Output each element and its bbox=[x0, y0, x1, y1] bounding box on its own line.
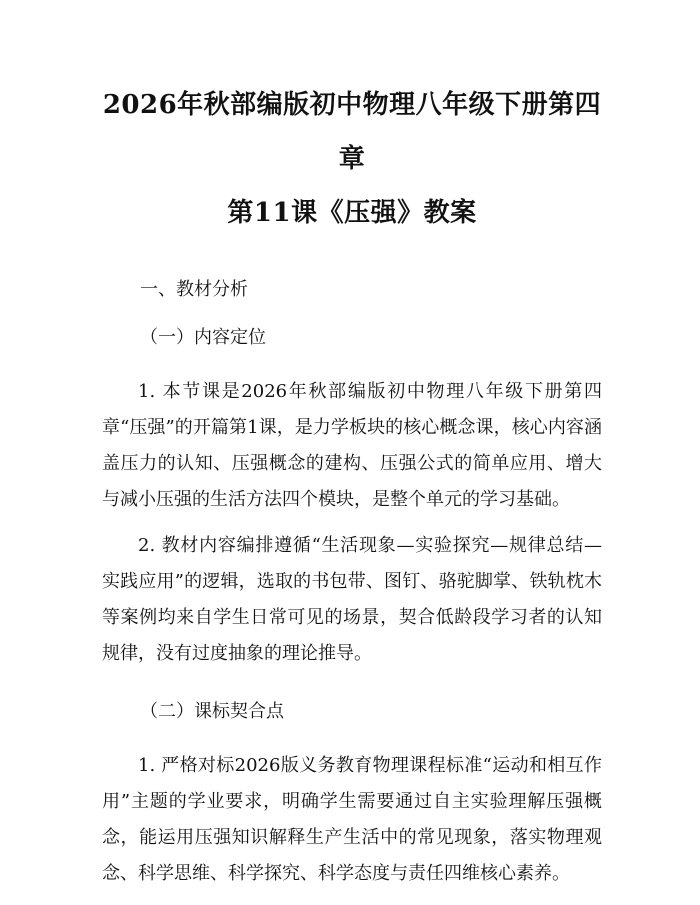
subsection-heading-content-positioning: （一）内容定位 bbox=[140, 327, 266, 348]
title-line-1: 2026年秋部编版初中物理八年级下册第四章 bbox=[102, 90, 602, 174]
paragraph-curriculum-alignment-1: 1. 严格对标2026版义务教育物理课程标准“运动和相互作用”主题的学业要求，明确学生需要通过自主实验理解压强概念，能运用压强知识解释生产生活中的常见现象，落实物理观念、科学思维、科学探究、科学态度与责任四维核心素养。 bbox=[102, 755, 602, 884]
document-title bbox=[102, 0, 602, 240]
section-heading-textbook-analysis: 一、教材分析 bbox=[140, 279, 248, 300]
subsection-heading-curriculum-alignment: （二）课标契合点 bbox=[140, 701, 284, 722]
paragraph-content-positioning-2: 2. 教材内容编排遵循“生活现象—实验探究—规律总结—实践应用”的逻辑，选取的书包带、图钉、骆驼脚掌、铁轨枕木等案例均来自学生日常可见的场景，契合低龄段学习者的认知规律，没有过度抽象的理论推导。 bbox=[102, 535, 602, 664]
paragraph-content-positioning-1: 1. 本节课是2026年秋部编版初中物理八年级下册第四章“压强”的开篇第1课，是力学板块的核心概念课，核心内容涵盖压力的认知、压强概念的建构、压强公式的简单应用、增大与减小压强的生活方法四个模块，是整个单元的学习基础。 bbox=[102, 381, 602, 510]
title-line-2: 第11课《压强》教案 bbox=[227, 198, 477, 228]
